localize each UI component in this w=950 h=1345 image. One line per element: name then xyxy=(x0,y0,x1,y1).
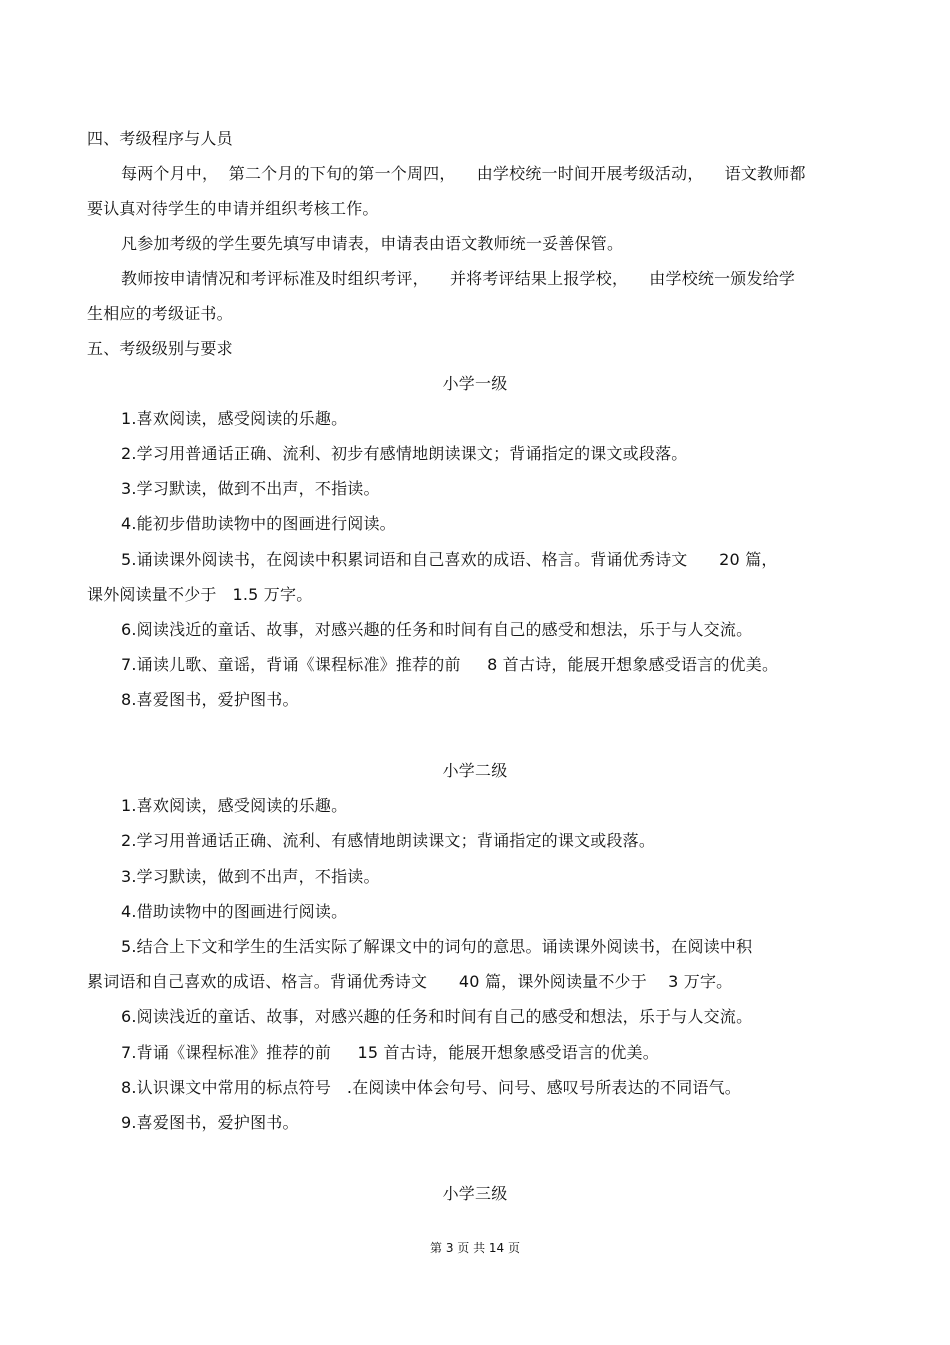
list-item: 4.借助读物中的图画进行阅读。 xyxy=(121,902,348,921)
section-heading: 五、考级级别与要求 xyxy=(87,339,233,358)
list-item: 8.认识课文中常用的标点符号 .在阅读中体会句号、问号、感叹号所表达的不同语气。 xyxy=(121,1078,742,1097)
list-item: 9.喜爱图书，爱护图书。 xyxy=(121,1113,299,1132)
list-item: 3.学习默读，做到不出声，不指读。 xyxy=(121,479,380,498)
list-item: 1.喜欢阅读，感受阅读的乐趣。 xyxy=(121,409,348,428)
list-item: 6.阅读浅近的童话、故事，对感兴趣的任务和时间有自己的感受和想法，乐于与人交流。 xyxy=(121,1007,753,1026)
paragraph-line: 要认真对待学生的申请并组织考核工作。 xyxy=(87,199,379,218)
level-title: 小学二级 xyxy=(442,761,508,780)
page-footer: 第 3 页 共 14 页 xyxy=(430,1241,520,1255)
level-title: 小学一级 xyxy=(442,374,508,393)
section-heading: 四、考级程序与人员 xyxy=(87,129,233,148)
list-item: 7.诵读儿歌、童谣，背诵《课程标准》推荐的前 8 首古诗，能展开想象感受语言的优美。 xyxy=(121,655,779,674)
paragraph-line: 凡参加考级的学生要先填写申请表，申请表由语文教师统一妥善保管。 xyxy=(121,234,624,253)
list-item: 5.结合上下文和学生的生活实际了解课文中的词句的意思。诵读课外阅读书，在阅读中积 xyxy=(121,937,753,956)
list-item: 7.背诵《课程标准》推荐的前 15 首古诗，能展开想象感受语言的优美。 xyxy=(121,1043,659,1062)
list-item: 3.学习默读，做到不出声，不指读。 xyxy=(121,867,380,886)
paragraph-line: 每两个月中， 第二个月的下旬的第一个周四， 由学校统一时间开展考级活动， 语文教师都 xyxy=(121,164,806,183)
list-item: 2.学习用普通话正确、流利、初步有感情地朗读课文；背诵指定的课文或段落。 xyxy=(121,444,688,463)
list-item: 8.喜爱图书，爱护图书。 xyxy=(121,690,299,709)
list-item: 2.学习用普通话正确、流利、有感情地朗读课文；背诵指定的课文或段落。 xyxy=(121,831,656,850)
list-item-continuation: 课外阅读量不少于 1.5 万字。 xyxy=(87,585,313,604)
list-item: 6.阅读浅近的童话、故事，对感兴趣的任务和时间有自己的感受和想法，乐于与人交流。 xyxy=(121,620,753,639)
level-title: 小学三级 xyxy=(442,1184,508,1203)
list-item: 5.诵读课外阅读书，在阅读中积累词语和自己喜欢的成语、格言。背诵优秀诗文 20 篇， xyxy=(121,550,778,569)
list-item-continuation: 累词语和自己喜欢的成语、格言。背诵优秀诗文 40 篇，课外阅读量不少于 3 万字。 xyxy=(87,972,733,991)
list-item: 4.能初步借助读物中的图画进行阅读。 xyxy=(121,514,396,533)
paragraph-line: 生相应的考级证书。 xyxy=(87,304,233,323)
paragraph-line: 教师按申请情况和考评标准及时组织考评， 并将考评结果上报学校， 由学校统一颁发给学 xyxy=(121,269,796,288)
list-item: 1.喜欢阅读，感受阅读的乐趣。 xyxy=(121,796,348,815)
